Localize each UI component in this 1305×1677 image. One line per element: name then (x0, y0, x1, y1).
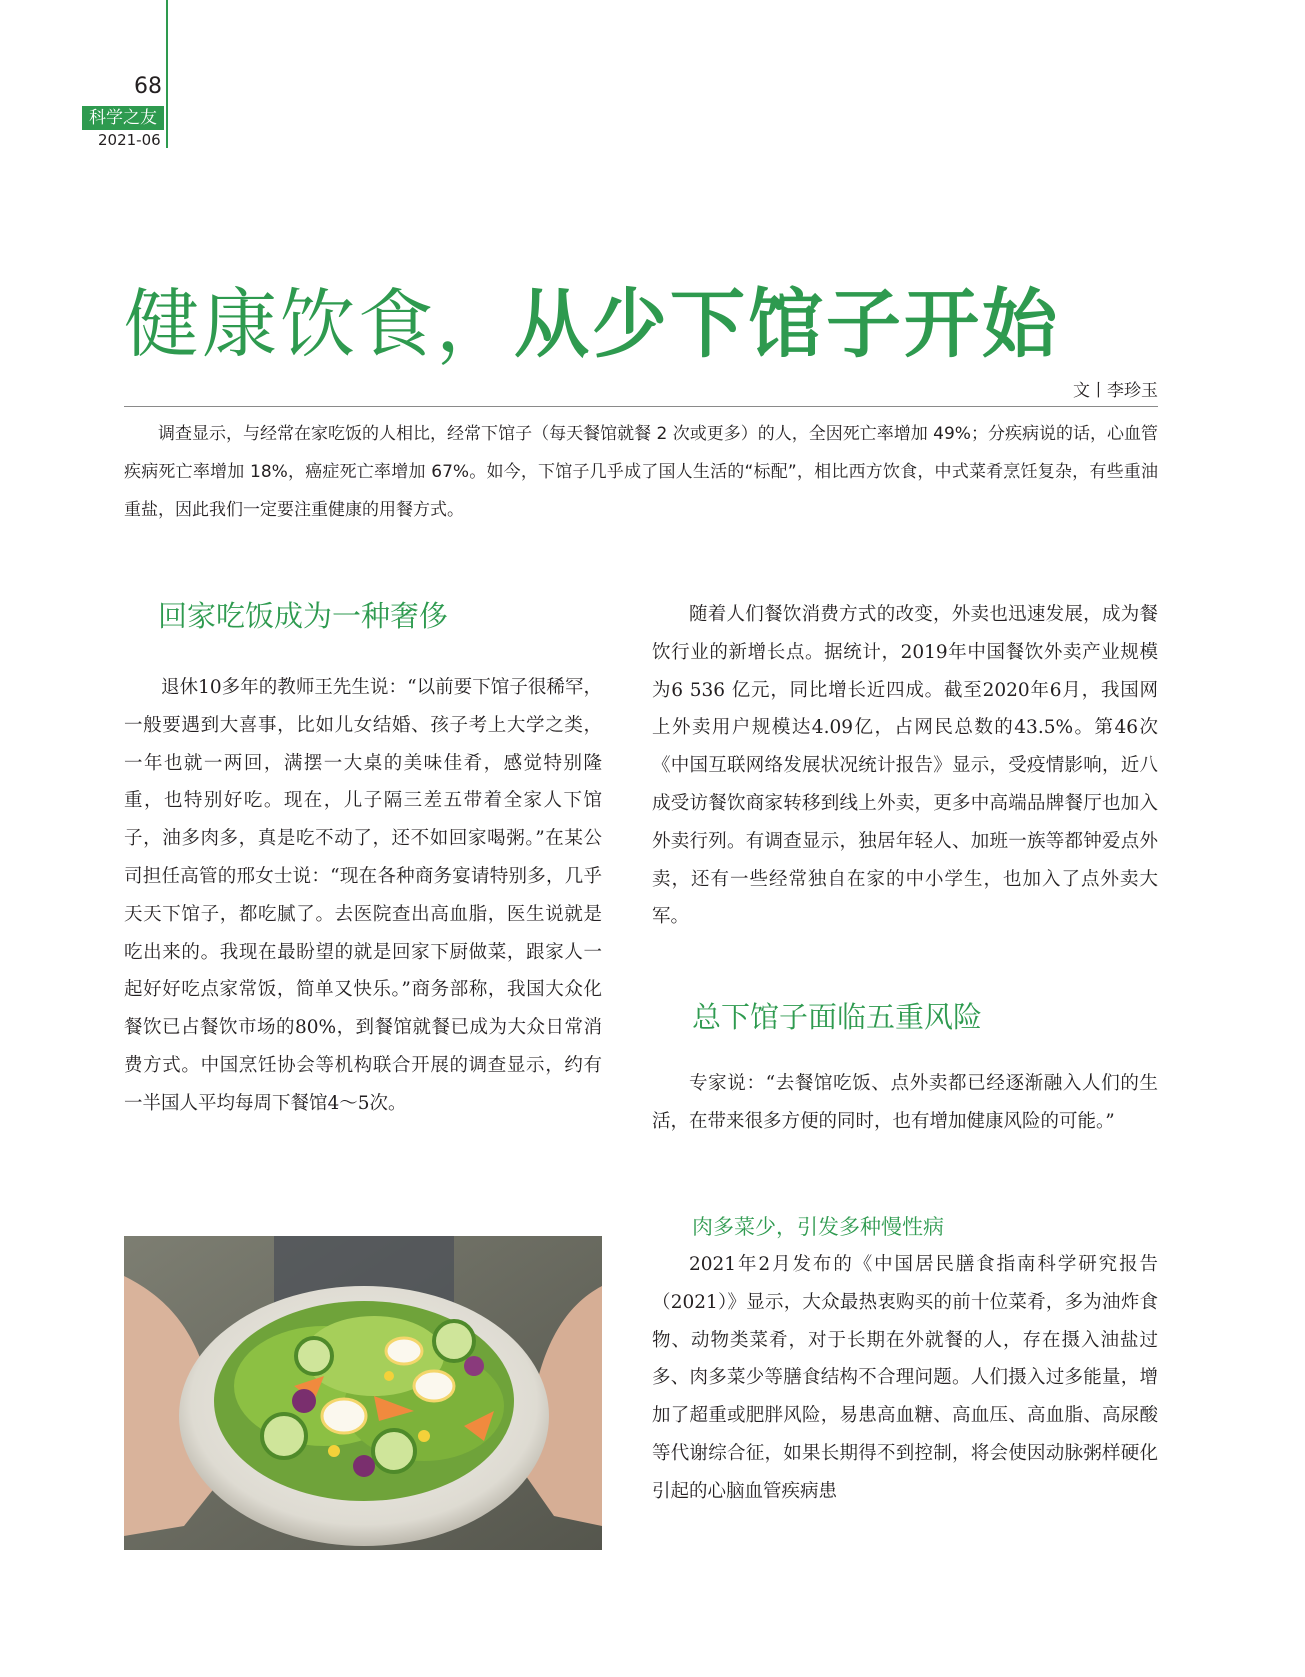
title-part-1: 健康饮食， (124, 280, 515, 368)
title-divider (124, 406, 1158, 407)
author-byline: 文丨李珍玉 (1073, 381, 1158, 401)
section-heading-2: 总下馆子面临五重风险 (692, 1000, 983, 1034)
subsection1-paragraph: 2021年2月发布的《中国居民膳食指南科学研究报告（2021）》显示，大众最热衷购买的前十位菜肴，多为油炸食物、动物类菜肴，对于长期在外就餐的人，存在摄入油盐过多、肉多菜少等膳食结构不合理问题。人们摄入过多能量，增加了超重或肥胖风险，易患高血糖、高血压、高血脂、高尿酸等代谢综合征，如果长期得不到控制，将会使因动脉粥样硬化引起的心脑血管疾病患 (652, 1254, 1158, 1502)
magazine-name-badge: 科学之友 (82, 106, 164, 130)
title-part-2: 从少下馆子开始 (514, 280, 1061, 368)
page-number: 68 (134, 74, 162, 99)
article-title (124, 274, 1060, 374)
issue-date: 2021-06 (98, 131, 161, 149)
expert-quote-paragraph: 专家说：“去餐馆吃饭、点外卖都已经逐渐融入人们的生活，在带来很多方便的同时，也有增加健康风险的可能。” (652, 1073, 1158, 1132)
takeout-paragraph: 随着人们餐饮消费方式的改变，外卖也迅速发展，成为餐饮行业的新增长点。据统计，2019年中国餐饮外卖产业规模为6 536 亿元，同比增长近四成。截至2020年6月，我国网上外卖用户规模达4.09亿，占网民总数的43.5%。第46次《中国互联网络发展状况统计报告》显示，受疫情影响，近八成受访餐饮商家转移到线上外卖，更多中高端品牌餐厅也加入外卖行列。有调查显示，独居年轻人、加班一族等都钟爱点外卖，还有一些经常独自在家的中小学生，也加入了点外卖大军。 (652, 604, 1158, 928)
left-column (124, 669, 602, 1123)
lead-paragraph: 调查显示，与经常在家吃饭的人相比，经常下馆子（每天餐馆就餐 2 次或更多）的人，全因死亡率增加 49%；分疾病说的话，心血管疾病死亡率增加 18%，癌症死亡率增加 67%。如今，下馆子几乎成了国人生活的“标配”，相比西方饮食，中式菜肴烹饪复杂，有些重油重盐，因此我们一定要注重健康的用餐方式。 (124, 424, 1158, 520)
right-column-expert (652, 1065, 1158, 1141)
header-vertical-rule (166, 0, 168, 148)
right-column-top (652, 596, 1158, 936)
right-column-bottom (652, 1246, 1158, 1511)
section-heading-1: 回家吃饭成为一种奢侈 (158, 599, 449, 633)
subsection-heading-1: 肉多菜少，引发多种慢性病 (692, 1215, 944, 1239)
section1-paragraph: 退休10多年的教师王先生说：“以前要下馆子很稀罕，一般要遇到大喜事，比如儿女结婚、孩子考上大学之类，一年也就一两回，满摆一大桌的美味佳肴，感觉特别隆重，也特别好吃。现在，儿子隔三差五带着全家人下馆子，油多肉多，真是吃不动了，还不如回家喝粥。”在某公司担任高管的邢女士说：“现在各种商务宴请特别多，几乎天天下馆子，都吃腻了。去医院查出高血脂，医生说就是吃出来的。我现在最盼望的就是回家下厨做菜，跟家人一起好好吃点家常饭，简单又快乐。”商务部称，我国大众化餐饮已占餐饮市场的80%，到餐馆就餐已成为大众日常消费方式。中国烹饪协会等机构联合开展的调查显示，约有一半国人平均每周下餐馆4～5次。 (124, 677, 602, 1114)
salad-photo (124, 1236, 602, 1550)
